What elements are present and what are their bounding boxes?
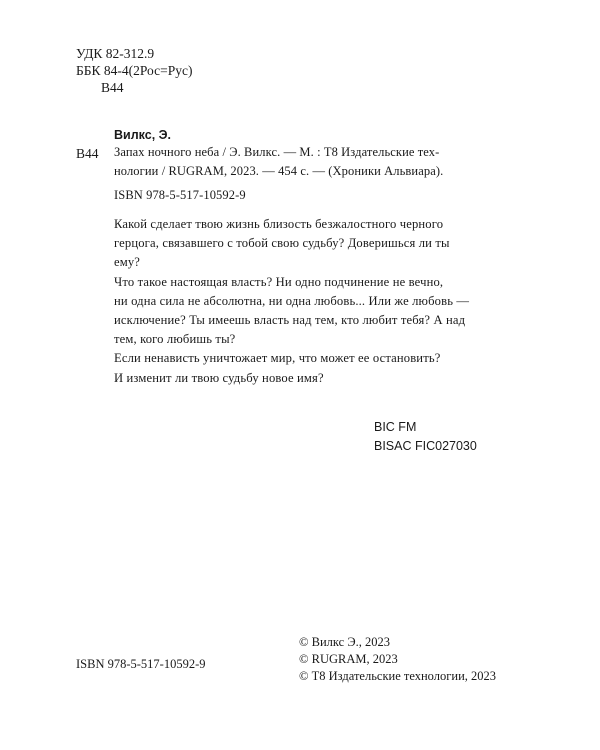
- copyright-line: © Т8 Издательские технологии, 2023: [299, 669, 497, 683]
- annotation-line: тем, кого любишь ты?: [114, 332, 236, 347]
- annotation-paragraph: [114, 369, 469, 388]
- record-author-mark: В44: [76, 146, 99, 161]
- annotation: [114, 215, 469, 388]
- record-description: [114, 143, 443, 181]
- annotation-line: И изменит ли твою судьбу новое имя?: [114, 370, 324, 385]
- footer-isbn: ISBN 978-5-517-10592-9: [76, 657, 206, 671]
- record-author: Вилкс, Э.: [114, 128, 172, 142]
- bic-code: BIC FM: [374, 420, 417, 434]
- record-description-line: нологии / RUGRAM, 2023. — 454 с. — (Хроники Альвиара).: [114, 164, 444, 178]
- annotation-paragraph: [114, 349, 469, 368]
- copyright-line: © Вилкс Э., 2023: [299, 635, 390, 649]
- annotation-line: ему?: [114, 255, 141, 270]
- annotation-line: герцога, связавшего с тобой свою судьбу? Доверишься ли ты: [114, 236, 450, 251]
- bisac-code: BISAC FIC027030: [374, 439, 477, 453]
- udk-code: УДК 82-312.9: [76, 46, 155, 61]
- copyright-block: [299, 634, 496, 685]
- annotation-line: Что такое настоящая власть? Ни одно подчинение не вечно,: [114, 274, 444, 289]
- bbk-code: ББК 84-4(2Рос=Рус): [76, 63, 193, 78]
- annotation-line: исключение? Ты имеешь власть над тем, кто любит тебя? А над: [114, 313, 466, 328]
- annotation-line: ни одна сила не абсолютна, ни одна любовь... Или же любовь —: [114, 293, 470, 308]
- annotation-paragraph: [114, 215, 469, 273]
- copyright-line: © RUGRAM, 2023: [299, 652, 398, 666]
- record-description-line: Запах ночного неба / Э. Вилкс. — М. : Т8 Издательские тех-: [114, 145, 440, 159]
- annotation-paragraph: [114, 273, 469, 350]
- author-mark-code: В44: [101, 80, 124, 95]
- annotation-line: Какой сделает твою жизнь близость безжалостного черного: [114, 217, 444, 231]
- record-isbn: ISBN 978-5-517-10592-9: [114, 188, 246, 202]
- annotation-line: Если ненависть уничтожает мир, что может ее остановить?: [114, 351, 441, 366]
